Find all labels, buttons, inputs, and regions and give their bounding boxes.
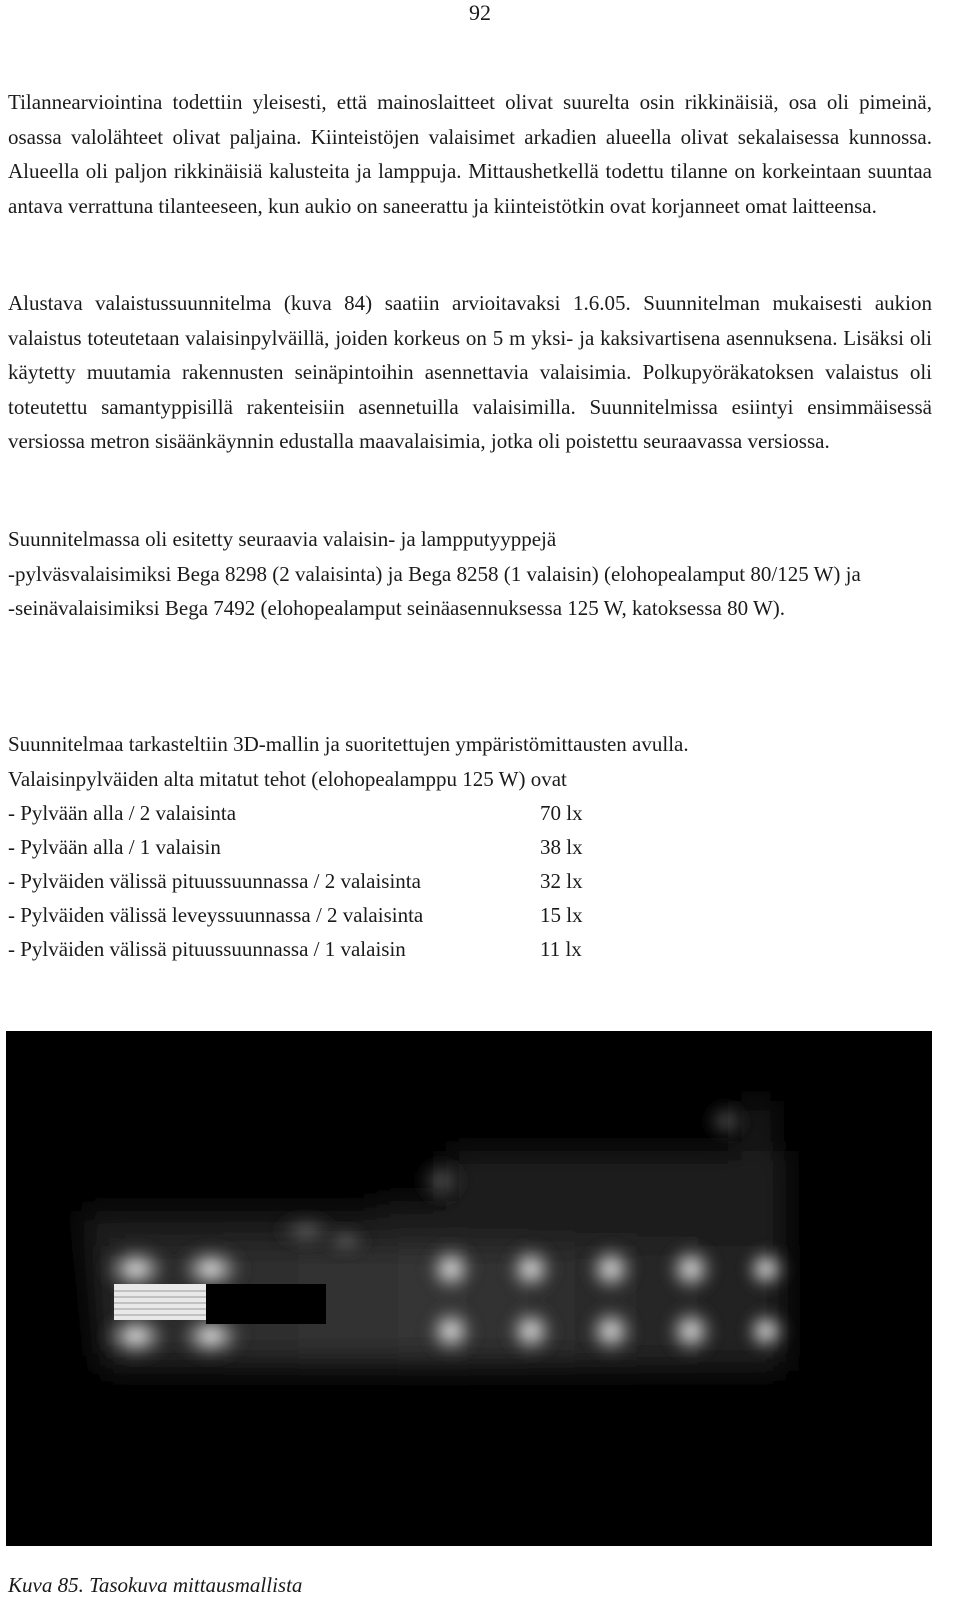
lamp-types-pole-luminaires: -pylväsvalaisimiksi Bega 8298 (2 valaisinta) ja Bega 8258 (1 valaisin) (elohopealamput 80/125 W) ja	[8, 561, 861, 586]
paragraph-situation-assessment: Tilannearviointina todettiin yleisesti, että mainoslaitteet olivat suurelta osin rikkinäisiä, osa oli pimeinä, osassa valolähteet olivat paljaina. Kiinteistöjen valaisimet arkadien alueella olivat sekalaisessa kunnossa. Alueella oli paljon rikkinäisiä kalusteita ja lamppuja. Mittaushetkellä todettu tilanne on korkeintaan suuntaa antava verrattuna tilanteeseen, kun aukio on saneerattu ja kiinteistötkin ovat korjanneet omat laitteensa.	[8, 90, 932, 218]
page-number: 92	[469, 0, 491, 25]
paragraph-preliminary-plan: Alustava valaistussuunnitelma (kuva 84) saatiin arvioitavaksi 1.6.05. Suunnitelman mukaisesti aukion valaistus toteutetaan valaisinpylväillä, joiden korkeus on 5 m yksi- ja kaksivartisena asennuksena. Lisäksi oli käytetty muutamia rakennusten seinäpintoihin asennettavia valaisimia. Polkupyöräkatoksen valaistus oli toteutettu samantyppisillä rakenteisiin asennetuilla valaisimilla. Suunnitelmissa esiintyi ensimmäisessä versiossa metron sisäänkäynnin edustalla maavalaisimia, jotka oli poistettu seuraavassa versiossa.	[8, 291, 932, 453]
measurement-row	[8, 830, 932, 864]
figure-caption: Kuva 85. Tasokuva mittausmallista	[8, 1573, 303, 1597]
lamp-types-intro: Suunnitelmassa oli esitetty seuraavia valaisin- ja lampputyyppejä	[8, 527, 557, 551]
paragraph-measurements	[8, 727, 932, 966]
measurement-row	[8, 932, 932, 966]
lighting-plan-render	[6, 1031, 932, 1546]
paragraph-lamp-types	[8, 522, 932, 626]
measurement-value: 70 lx	[540, 801, 583, 825]
measurement-label: - Pylvään alla / 1 valaisin	[8, 835, 221, 859]
bicycle-shelter	[114, 1284, 206, 1320]
measurement-row	[8, 796, 932, 830]
measurement-label: - Pylväiden välissä pituussuunnassa / 1 valaisin	[8, 937, 406, 961]
measurement-value: 11 lx	[540, 937, 582, 961]
lighting-plan-figure	[6, 1031, 932, 1546]
measurement-value: 38 lx	[540, 835, 583, 859]
measurement-label: - Pylväiden välissä pituussuunnassa / 2 valaisinta	[8, 869, 421, 893]
measurements-intro-2: Valaisinpylväiden alta mitatut tehot (elohopealamppu 125 W) ovat	[8, 766, 567, 791]
dark-structure	[206, 1284, 326, 1324]
measurement-row	[8, 898, 932, 932]
measurements-intro-1: Suunnitelmaa tarkasteltiin 3D-mallin ja suoritettujen ympäristömittausten avulla.	[8, 732, 689, 756]
measurement-row	[8, 864, 932, 898]
lamp-types-wall-luminaires: -seinävalaisimiksi Bega 7492 (elohopealamput seinäasennuksessa 125 W, katoksessa 80 W).	[8, 596, 786, 620]
measurement-label: - Pylväiden välissä leveyssuunnassa / 2 valaisinta	[8, 903, 424, 927]
measurement-label: - Pylvään alla / 2 valaisinta	[8, 801, 237, 825]
measurement-value: 15 lx	[540, 903, 583, 927]
measurement-value: 32 lx	[540, 869, 583, 893]
measurements-list	[8, 796, 932, 966]
